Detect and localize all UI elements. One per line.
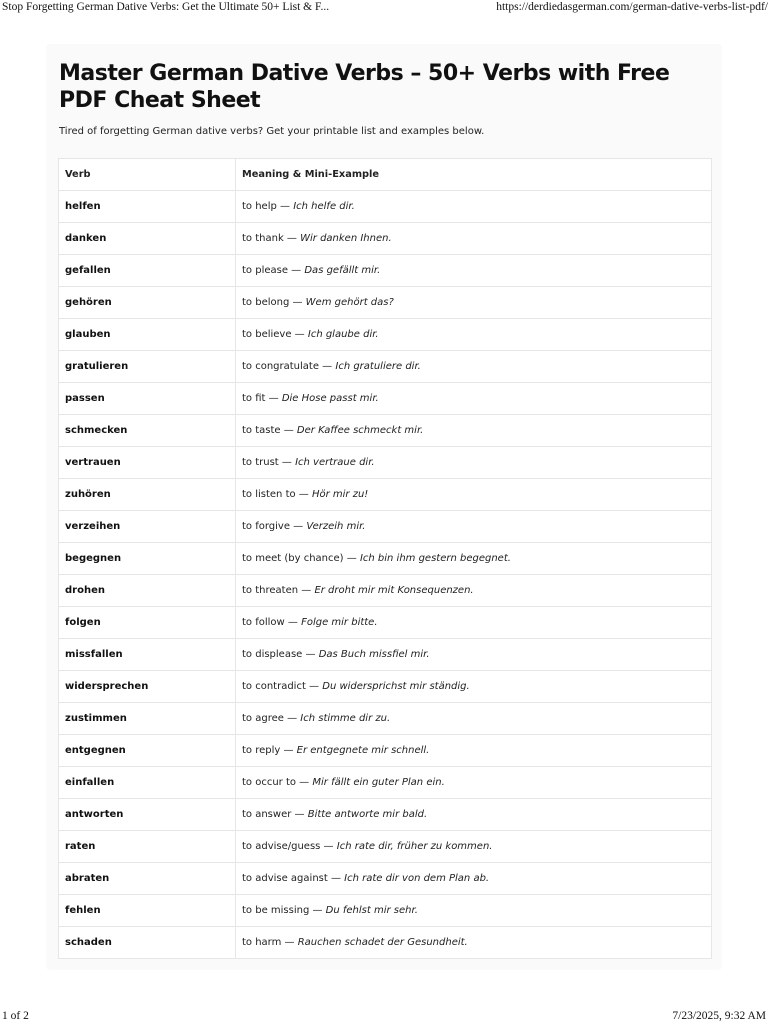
verb-cell: danken bbox=[59, 223, 236, 255]
print-datetime: 7/23/2025, 9:32 AM bbox=[672, 1010, 766, 1022]
example-sentence: Verzeih mir. bbox=[306, 521, 366, 532]
meaning-text: to please — bbox=[242, 265, 302, 276]
verb-cell: antworten bbox=[59, 799, 236, 831]
meaning-text: to help — bbox=[242, 201, 291, 212]
verb-cell: raten bbox=[59, 831, 236, 863]
table-row bbox=[59, 255, 712, 287]
example-sentence: Er entgegnete mir schnell. bbox=[296, 745, 430, 756]
table-row bbox=[59, 351, 712, 383]
meaning-cell bbox=[236, 927, 712, 959]
verb-cell: drohen bbox=[59, 575, 236, 607]
verb-cell: einfallen bbox=[59, 767, 236, 799]
verb-cell: vertrauen bbox=[59, 447, 236, 479]
meaning-text: to believe — bbox=[242, 329, 305, 340]
meaning-cell bbox=[236, 895, 712, 927]
page-title: Master German Dative Verbs – 50+ Verbs with Free PDF Cheat Sheet bbox=[59, 61, 670, 113]
meaning-cell bbox=[236, 415, 712, 447]
meaning-cell bbox=[236, 831, 712, 863]
print-footer bbox=[0, 1010, 768, 1024]
meaning-text: to advise against — bbox=[242, 873, 341, 884]
meaning-cell bbox=[236, 863, 712, 895]
verb-cell: helfen bbox=[59, 191, 236, 223]
print-header bbox=[0, 0, 768, 18]
column-header-meaning: Meaning & Mini-Example bbox=[236, 159, 712, 191]
table-header-row bbox=[59, 159, 712, 191]
table-row bbox=[59, 799, 712, 831]
example-sentence: Ich gratuliere dir. bbox=[335, 361, 421, 372]
example-sentence: Wem gehört das? bbox=[305, 297, 394, 308]
meaning-text: to threaten — bbox=[242, 585, 312, 596]
meaning-cell bbox=[236, 191, 712, 223]
example-sentence: Der Kaffee schmeckt mir. bbox=[296, 425, 424, 436]
meaning-text: to listen to — bbox=[242, 489, 309, 500]
meaning-text: to contradict — bbox=[242, 681, 320, 692]
verb-cell: gratulieren bbox=[59, 351, 236, 383]
example-sentence: Ich bin ihm gestern begegnet. bbox=[359, 553, 511, 564]
example-sentence: Rauchen schadet der Gesundheit. bbox=[297, 937, 468, 948]
meaning-cell bbox=[236, 639, 712, 671]
meaning-cell bbox=[236, 799, 712, 831]
meaning-text: to occur to — bbox=[242, 777, 310, 788]
table-row bbox=[59, 895, 712, 927]
meaning-cell bbox=[236, 671, 712, 703]
example-sentence: Ich helfe dir. bbox=[293, 201, 355, 212]
table-row bbox=[59, 447, 712, 479]
meaning-text: to congratulate — bbox=[242, 361, 333, 372]
example-sentence: Ich vertraue dir. bbox=[295, 457, 375, 468]
meaning-text: to fit — bbox=[242, 393, 279, 404]
example-sentence: Ich rate dir, früher zu kommen. bbox=[336, 841, 493, 852]
dative-verbs-table bbox=[58, 158, 712, 959]
meaning-cell bbox=[236, 383, 712, 415]
example-sentence: Ich rate dir von dem Plan ab. bbox=[344, 873, 490, 884]
example-sentence: Das gefällt mir. bbox=[304, 265, 381, 276]
example-sentence: Die Hose passt mir. bbox=[281, 393, 379, 404]
meaning-cell bbox=[236, 351, 712, 383]
table-row bbox=[59, 831, 712, 863]
verb-cell: begegnen bbox=[59, 543, 236, 575]
table-row bbox=[59, 639, 712, 671]
meaning-text: to be missing — bbox=[242, 905, 323, 916]
example-sentence: Wir danken Ihnen. bbox=[300, 233, 392, 244]
page-subtitle: Tired of forgetting German dative verbs? Get your printable list and examples below. bbox=[59, 126, 485, 137]
example-sentence: Folge mir bitte. bbox=[301, 617, 378, 628]
meaning-cell bbox=[236, 703, 712, 735]
example-sentence: Hör mir zu! bbox=[311, 489, 369, 500]
meaning-cell bbox=[236, 575, 712, 607]
meaning-text: to trust — bbox=[242, 457, 292, 468]
meaning-text: to forgive — bbox=[242, 521, 304, 532]
meaning-text: to follow — bbox=[242, 617, 298, 628]
verb-cell: verzeihen bbox=[59, 511, 236, 543]
meaning-cell bbox=[236, 511, 712, 543]
table-row bbox=[59, 671, 712, 703]
example-sentence: Du widersprichst mir ständig. bbox=[322, 681, 470, 692]
table-row bbox=[59, 607, 712, 639]
meaning-cell bbox=[236, 767, 712, 799]
verb-cell: glauben bbox=[59, 319, 236, 351]
verb-cell: passen bbox=[59, 383, 236, 415]
meaning-cell bbox=[236, 607, 712, 639]
verb-cell: missfallen bbox=[59, 639, 236, 671]
example-sentence: Ich stimme dir zu. bbox=[300, 713, 391, 724]
verb-cell: abraten bbox=[59, 863, 236, 895]
verb-cell: schmecken bbox=[59, 415, 236, 447]
table-row bbox=[59, 287, 712, 319]
table-row bbox=[59, 415, 712, 447]
meaning-text: to advise/guess — bbox=[242, 841, 334, 852]
verb-cell: schaden bbox=[59, 927, 236, 959]
verb-cell: gehören bbox=[59, 287, 236, 319]
meaning-text: to reply — bbox=[242, 745, 294, 756]
meaning-cell bbox=[236, 319, 712, 351]
meaning-cell bbox=[236, 287, 712, 319]
table-row bbox=[59, 511, 712, 543]
table-row bbox=[59, 767, 712, 799]
table-row bbox=[59, 479, 712, 511]
table-row bbox=[59, 223, 712, 255]
meaning-text: to answer — bbox=[242, 809, 305, 820]
table-row bbox=[59, 319, 712, 351]
table-row bbox=[59, 543, 712, 575]
verb-cell: folgen bbox=[59, 607, 236, 639]
meaning-text: to thank — bbox=[242, 233, 297, 244]
meaning-text: to taste — bbox=[242, 425, 294, 436]
example-sentence: Ich glaube dir. bbox=[307, 329, 379, 340]
verb-cell: widersprechen bbox=[59, 671, 236, 703]
table-body bbox=[59, 191, 712, 959]
verb-cell: fehlen bbox=[59, 895, 236, 927]
meaning-cell bbox=[236, 223, 712, 255]
meaning-text: to meet (by chance) — bbox=[242, 553, 357, 564]
meaning-text: to displease — bbox=[242, 649, 316, 660]
meaning-cell bbox=[236, 447, 712, 479]
table-row bbox=[59, 575, 712, 607]
example-sentence: Er droht mir mit Konsequenzen. bbox=[314, 585, 474, 596]
table-row bbox=[59, 927, 712, 959]
meaning-text: to belong — bbox=[242, 297, 303, 308]
article-card bbox=[46, 44, 722, 970]
meaning-cell bbox=[236, 735, 712, 767]
page-number: 1 of 2 bbox=[2, 1010, 29, 1022]
verb-cell: entgegnen bbox=[59, 735, 236, 767]
table-row bbox=[59, 735, 712, 767]
print-header-title: Stop Forgetting German Dative Verbs: Get the Ultimate 50+ List & F... bbox=[2, 1, 330, 13]
example-sentence: Du fehlst mir sehr. bbox=[325, 905, 418, 916]
meaning-cell bbox=[236, 255, 712, 287]
column-header-verb: Verb bbox=[59, 159, 236, 191]
meaning-text: to agree — bbox=[242, 713, 298, 724]
print-header-url: https://derdiedasgerman.com/german-dative-verbs-list-pdf/ bbox=[496, 1, 768, 13]
verb-cell: zustimmen bbox=[59, 703, 236, 735]
meaning-cell bbox=[236, 479, 712, 511]
verb-cell: zuhören bbox=[59, 479, 236, 511]
verb-cell: gefallen bbox=[59, 255, 236, 287]
example-sentence: Das Buch missfiel mir. bbox=[318, 649, 430, 660]
meaning-text: to harm — bbox=[242, 937, 295, 948]
meaning-cell bbox=[236, 543, 712, 575]
table-row bbox=[59, 863, 712, 895]
example-sentence: Mir fällt ein guter Plan ein. bbox=[312, 777, 445, 788]
table-row bbox=[59, 191, 712, 223]
example-sentence: Bitte antworte mir bald. bbox=[307, 809, 428, 820]
table-row bbox=[59, 703, 712, 735]
table-row bbox=[59, 383, 712, 415]
